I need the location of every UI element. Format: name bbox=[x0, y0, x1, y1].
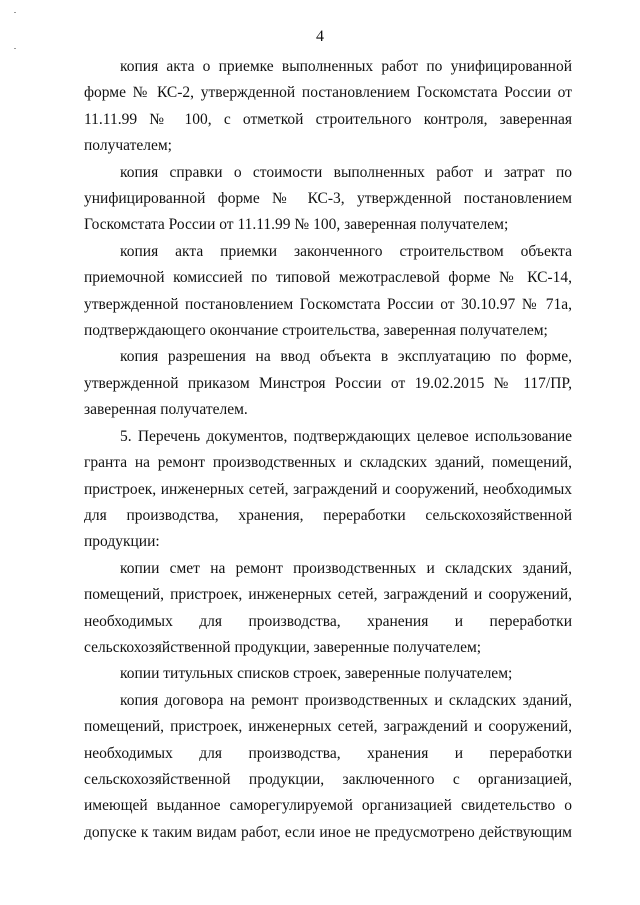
page-number: 4 bbox=[316, 28, 324, 45]
paragraph-title-lists: копии титульных списков строек, заверенные получателем; bbox=[120, 665, 513, 683]
scan-mark bbox=[14, 12, 16, 13]
paragraph-ks2-act: копия акта о приемке выполненных работ по унифицированной форме № КС-2, утвержденной постановлением Госкомстата России от 11.11.99 № 100, с отметкой строительного контроля, заверенная получателем; bbox=[84, 58, 572, 155]
paragraph-ks14-act: копия акта приемки законченного строительством объекта приемочной комиссией по типовой межотраслевой форме № КС-14, утвержденной постановлением Госкомстата России от 30.10.97 № 71а, подтверждающего окончание строительства, заверенная получателем; bbox=[84, 242, 572, 340]
scan-mark bbox=[14, 48, 16, 49]
paragraph-repair-contract: копия договора на ремонт производственных и складских зданий, помещений, пристроек, инженерных сетей, заграждений и сооружений, необходимых для производства, хранения и переработки сельскохозяйственной продукции, заключенного с организацией, имеющей выданное саморегулируемой организацией свидетельство о допуске к таким видам работ, если иное не предусмотрено действующим bbox=[84, 691, 572, 841]
paragraph-repair-estimates: копии смет на ремонт производственных и складских зданий, помещений, пристроек, инженерных сетей, заграждений и сооружений, необходимых для производства, хранения и переработки сельскохозяйственной продукции, заверенные получателем; bbox=[84, 559, 572, 656]
paragraph-ks3-certificate: копия справки о стоимости выполненных работ и затрат по унифицированной форме № КС-3, утвержденной постановлением Госкомстата России от 11.11.99 № 100, заверенная получателем; bbox=[84, 163, 572, 234]
document-body bbox=[84, 54, 572, 846]
paragraph-section-5: 5. Перечень документов, подтверждающих целевое использование гранта на ремонт производственных и складских зданий, помещений, пристроек, инженерных сетей, заграждений и сооружений, необходимых для производства, хранения, переработки сельскохозяйственной продукции: bbox=[84, 427, 572, 551]
paragraph-commissioning-permit: копия разрешения на ввод объекта в эксплуатацию по форме, утвержденной приказом Минстроя России от 19.02.2015 № 117/ПР, заверенная получателем. bbox=[84, 348, 572, 419]
